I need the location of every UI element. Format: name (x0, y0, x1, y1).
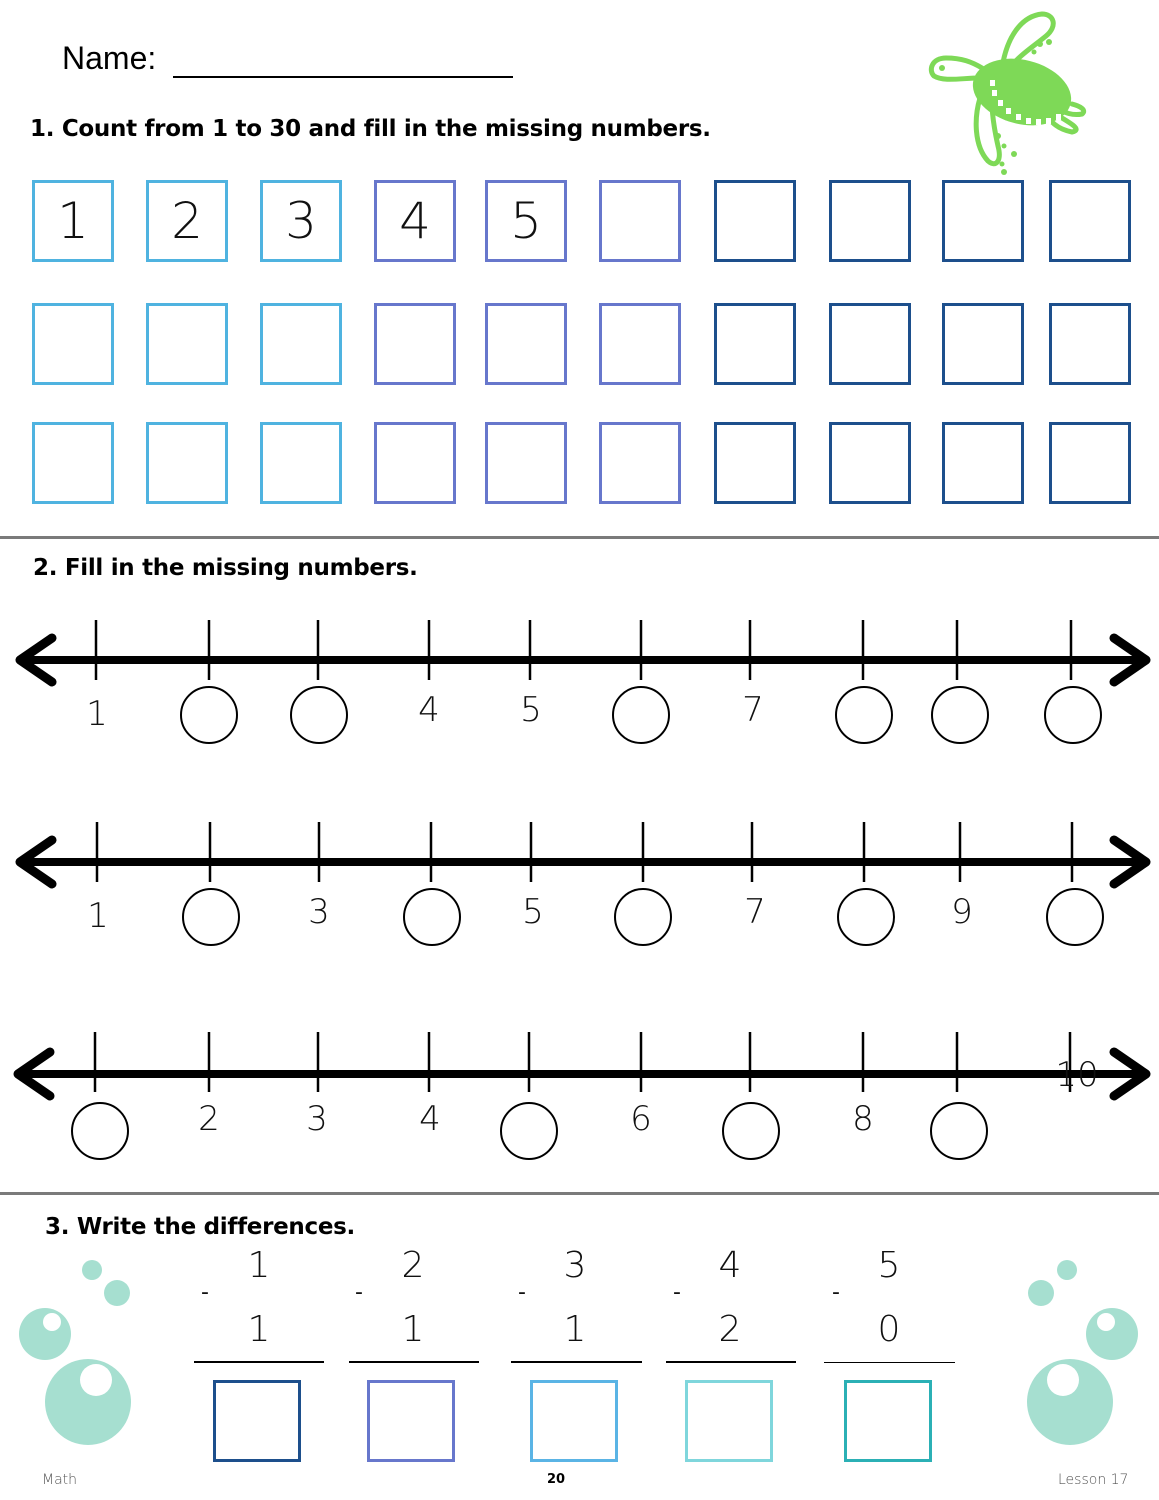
count-box[interactable] (714, 303, 796, 385)
bubbles-icon (0, 1240, 200, 1450)
answer-box[interactable] (367, 1380, 455, 1462)
answer-circle[interactable] (403, 888, 461, 946)
count-box[interactable] (829, 422, 911, 504)
minus-sign: - (832, 1280, 840, 1305)
count-box[interactable] (260, 422, 342, 504)
answer-circle[interactable] (614, 888, 672, 946)
number-label: 3 (306, 1099, 328, 1139)
number-line-arrow-icon (0, 610, 1159, 700)
number-label: 10 (1055, 1055, 1099, 1095)
count-box[interactable]: 4 (374, 180, 456, 262)
answer-line (511, 1361, 642, 1363)
count-box[interactable] (146, 422, 228, 504)
section-3-title: 3. Write the differences. (45, 1214, 355, 1240)
count-box[interactable] (829, 180, 911, 262)
subtrahend: 1 (247, 1309, 271, 1350)
number-label: 5 (520, 690, 542, 730)
count-box[interactable] (942, 180, 1024, 262)
number-label: 2 (198, 1099, 220, 1139)
count-box[interactable] (32, 303, 114, 385)
answer-circle[interactable] (182, 888, 240, 946)
subtrahend: 2 (718, 1309, 742, 1350)
answer-circle[interactable] (1046, 888, 1104, 946)
count-box[interactable] (1049, 180, 1131, 262)
subtrahend: 1 (563, 1309, 587, 1350)
number-label: 4 (419, 1099, 441, 1139)
answer-line (349, 1361, 479, 1363)
count-box[interactable] (714, 422, 796, 504)
footer-subject: Math (42, 1472, 78, 1488)
section-divider (0, 1192, 1159, 1195)
answer-circle[interactable] (612, 686, 670, 744)
count-box[interactable] (374, 303, 456, 385)
page-number: 20 (547, 1472, 566, 1487)
answer-line (666, 1361, 796, 1363)
answer-box[interactable] (213, 1380, 301, 1462)
sea-turtle-icon (922, 6, 1092, 176)
count-box[interactable] (599, 180, 681, 262)
count-box[interactable] (260, 303, 342, 385)
count-box[interactable] (599, 303, 681, 385)
minuend: 3 (563, 1245, 587, 1286)
number-label: 1 (87, 896, 109, 936)
name-label: Name: (62, 40, 157, 76)
count-box[interactable]: 2 (146, 180, 228, 262)
answer-circle[interactable] (930, 1102, 988, 1160)
number-label: 7 (744, 892, 766, 932)
answer-circle[interactable] (835, 686, 893, 744)
answer-circle[interactable] (837, 888, 895, 946)
number-label: 9 (951, 892, 973, 932)
minus-sign: - (518, 1280, 526, 1305)
answer-circle[interactable] (931, 686, 989, 744)
number-label: 1 (86, 694, 108, 734)
number-label: 8 (852, 1099, 874, 1139)
count-box[interactable] (1049, 303, 1131, 385)
minuend: 5 (877, 1245, 901, 1286)
count-box[interactable] (942, 422, 1024, 504)
count-box[interactable] (485, 303, 567, 385)
number-label: 6 (630, 1099, 652, 1139)
minus-sign: - (673, 1280, 681, 1305)
number-label: 4 (418, 690, 440, 730)
minus-sign: - (201, 1280, 209, 1305)
bubbles-icon (1000, 1240, 1159, 1450)
answer-box[interactable] (844, 1380, 932, 1462)
number-line-arrow-icon (0, 1024, 1159, 1114)
count-box[interactable]: 3 (260, 180, 342, 262)
count-box[interactable] (32, 422, 114, 504)
count-box[interactable] (714, 180, 796, 262)
answer-circle[interactable] (500, 1102, 558, 1160)
minus-sign: - (355, 1280, 363, 1305)
footer-lesson: Lesson 17 (1058, 1472, 1129, 1488)
count-box[interactable] (485, 422, 567, 504)
count-box[interactable] (1049, 422, 1131, 504)
count-box[interactable] (599, 422, 681, 504)
subtrahend: 1 (401, 1309, 425, 1350)
answer-box[interactable] (685, 1380, 773, 1462)
number-label: 7 (742, 690, 764, 730)
name-input-line[interactable] (173, 76, 513, 78)
count-box[interactable] (374, 422, 456, 504)
count-box[interactable] (829, 303, 911, 385)
count-box[interactable]: 5 (485, 180, 567, 262)
count-box[interactable]: 1 (32, 180, 114, 262)
number-label: 3 (308, 892, 330, 932)
answer-line (194, 1361, 324, 1363)
count-box[interactable] (942, 303, 1024, 385)
count-box[interactable] (146, 303, 228, 385)
answer-circle[interactable] (722, 1102, 780, 1160)
answer-circle[interactable] (290, 686, 348, 744)
answer-line (824, 1362, 955, 1363)
minuend: 2 (401, 1245, 425, 1286)
answer-box[interactable] (530, 1380, 618, 1462)
answer-circle[interactable] (180, 686, 238, 744)
subtrahend: 0 (877, 1309, 901, 1350)
number-line-arrow-icon (0, 812, 1159, 902)
number-label: 5 (522, 892, 544, 932)
minuend: 1 (247, 1245, 271, 1286)
section-divider (0, 536, 1159, 539)
minuend: 4 (718, 1245, 742, 1286)
answer-circle[interactable] (71, 1102, 129, 1160)
section-1-title: 1. Count from 1 to 30 and fill in the missing numbers. (30, 116, 711, 142)
section-2-title: 2. Fill in the missing numbers. (33, 555, 418, 581)
answer-circle[interactable] (1044, 686, 1102, 744)
